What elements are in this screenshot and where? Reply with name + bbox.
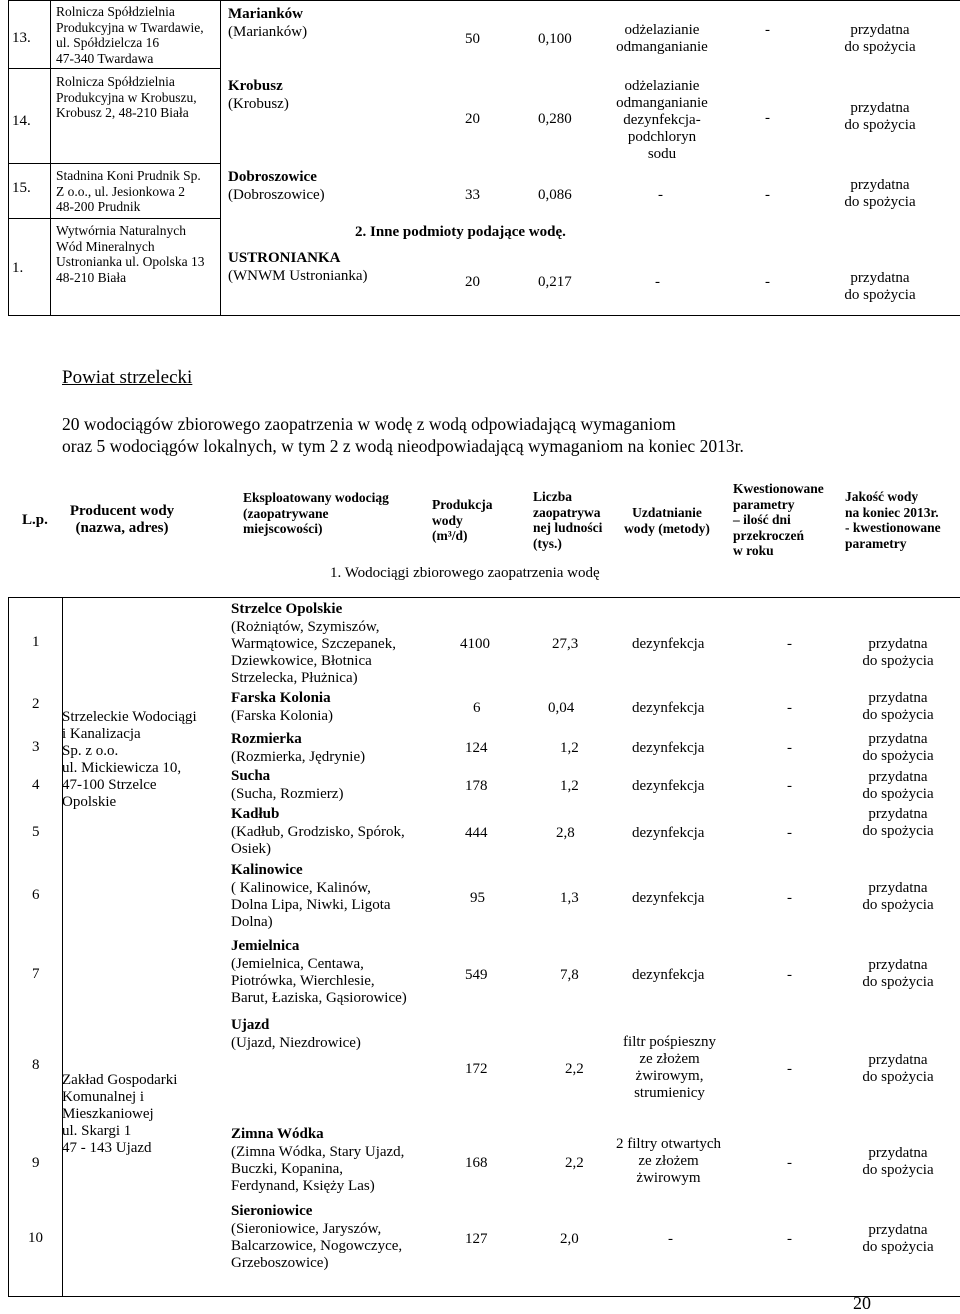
row-lp: 7 (32, 966, 40, 982)
row-production: 124 (465, 740, 488, 756)
row-production: 178 (465, 778, 488, 794)
row-exceed: - (765, 110, 770, 126)
row-lp: 4 (32, 777, 40, 793)
row-population: 1,2 (560, 740, 579, 756)
row-population: 7,8 (560, 967, 579, 983)
row-production: 444 (465, 825, 488, 841)
row-population: 1,3 (560, 890, 579, 906)
row-lp: 8 (32, 1057, 40, 1073)
row-method: odżelazianie odmanganianie dezynfekcja- podchloryn sodu (616, 78, 708, 162)
row-method: - (655, 274, 660, 290)
main-table-frame (8, 597, 960, 1297)
row-population: 0,280 (538, 111, 572, 127)
row-localities: (WNWM Ustronianka) (228, 268, 368, 284)
row-localities: (Rożniątów, Szymiszów, Warmątowice, Szczepanek, Dziewkowice, Błotnica Strzelecka, Płużnica) (231, 619, 396, 686)
row-name: Ujazd (231, 1017, 270, 1033)
row-lp: 13. (12, 30, 31, 46)
row-lp: 10 (28, 1230, 43, 1246)
powiat-description-line2: oraz 5 wodociągów lokalnych, w tym 2 z wodą nieodpowiadającą wymaganiom na koniec 2013r. (62, 436, 744, 456)
row-exceed: - (765, 187, 770, 203)
row-production: 168 (465, 1155, 488, 1171)
row-method: dezynfekcja (632, 967, 705, 983)
row-population: 0,086 (538, 187, 572, 203)
row-method: 2 filtry otwartych ze złożem żwirowym (616, 1136, 721, 1186)
row-exceed: - (787, 890, 792, 906)
row-localities: ( Kalinowice, Kalinów, Dolna Lipa, Niwki, Ligota Dolna) (231, 880, 391, 930)
row-lp: 1. (12, 260, 24, 276)
row-localities: (Sieroniowice, Jaryszów, Balcarzowice, Nogowczyce, Grzeboszowice) (231, 1221, 403, 1271)
powiat-title: Powiat strzelecki (62, 367, 193, 388)
row-localities: (Ujazd, Niezdrowice) (231, 1035, 361, 1051)
row-production: 20 (465, 274, 480, 290)
row-production: 95 (470, 890, 485, 906)
row-population: 0,04 (548, 700, 575, 716)
row-production: 33 (465, 187, 480, 203)
row-population: 2,2 (565, 1155, 584, 1171)
header-jakosc: Jakość wody na koniec 2013r. - kwestionowane parametry (845, 489, 941, 551)
row-method: dezynfekcja (632, 825, 705, 841)
row-population: 2,2 (565, 1061, 584, 1077)
row-localities: (Dobroszowice) (228, 187, 325, 203)
section-title: 2. Inne podmioty podające wodę. (355, 224, 566, 240)
row-divider (8, 218, 220, 219)
row-lp: 1 (32, 634, 40, 650)
row-name: Farska Kolonia (231, 690, 331, 706)
row-name: Kalinowice (231, 862, 303, 878)
row-quality: przydatna do spożycia (862, 1222, 934, 1255)
row-population: 2,8 (556, 825, 575, 841)
row-name: Dobroszowice (228, 169, 317, 185)
section-title: 1. Wodociągi zbiorowego zaopatrzenia wodę (330, 565, 600, 581)
col-divider (62, 597, 63, 1297)
row-method: - (668, 1231, 673, 1247)
row-exceed: - (787, 778, 792, 794)
row-localities: (Zimna Wódka, Stary Ujazd, Buczki, Kopanina, Ferdynand, Księży Las) (231, 1144, 405, 1194)
row-exceed: - (787, 740, 792, 756)
header-kwestionowane: Kwestionowane parametry – ilość dni przekroczeń w roku (733, 481, 824, 558)
row-name: Kadłub (231, 806, 280, 822)
row-production: 50 (465, 31, 480, 47)
row-quality: przydatna do spożycia (862, 957, 934, 990)
row-localities: (Marianków) (228, 24, 308, 40)
row-production: 127 (465, 1231, 488, 1247)
row-quality: przydatna do spożycia (844, 22, 916, 55)
row-exceed: - (787, 1231, 792, 1247)
row-localities: (Kadłub, Grodzisko, Spórok, Osiek) (231, 824, 405, 857)
row-population: 27,3 (552, 636, 579, 652)
row-quality: przydatna do spożycia (844, 100, 916, 133)
row-production: 4100 (460, 636, 490, 652)
producer-name: Strzeleckie Wodociągi i Kanalizacja Sp. z o.o. ul. Mickiewicza 10, 47-100 Strzelce Opolskie (62, 709, 197, 810)
row-exceed: - (787, 1061, 792, 1077)
row-localities: (Krobusz) (228, 96, 289, 112)
row-lp: 6 (32, 887, 40, 903)
col-divider (220, 0, 221, 316)
row-divider (8, 163, 220, 164)
row-quality: przydatna do spożycia (862, 690, 934, 723)
row-lp: 3 (32, 739, 40, 755)
row-quality: przydatna do spożycia (862, 1145, 934, 1178)
header-lp: L.p. (22, 512, 48, 528)
row-production: 549 (465, 967, 488, 983)
row-name: Strzelce Opolskie (231, 601, 343, 617)
row-exceed: - (787, 700, 792, 716)
row-population: 0,100 (538, 31, 572, 47)
row-name: Zimna Wódka (231, 1126, 324, 1142)
powiat-description-line1: 20 wodociągów zbiorowego zaopatrzenia w wodę z wodą odpowiadającą wymaganiom (62, 414, 676, 434)
row-quality: przydatna do spożycia (862, 1052, 934, 1085)
page-number: 20 (853, 1293, 871, 1313)
row-exceed: - (787, 1155, 792, 1171)
row-production: 20 (465, 111, 480, 127)
row-population: 0,217 (538, 274, 572, 290)
row-method: dezynfekcja (632, 890, 705, 906)
row-quality: przydatna do spożycia (844, 177, 916, 210)
row-method: - (658, 187, 663, 203)
row-name: USTRONIANKA (228, 250, 341, 266)
row-method: odżelazianie odmanganianie (616, 22, 708, 55)
row-localities: (Sucha, Rozmierz) (231, 786, 344, 802)
row-quality: przydatna do spożycia (862, 769, 934, 802)
row-quality: przydatna do spożycia (862, 731, 934, 764)
row-producer: Stadnina Koni Prudnik Sp. Z o.o., ul. Jesionkowa 2 48-200 Prudnik (56, 168, 201, 214)
row-population: 2,0 (560, 1231, 579, 1247)
row-name: Marianków (228, 6, 303, 22)
row-exceed: - (787, 825, 792, 841)
row-localities: (Farska Kolonia) (231, 708, 334, 724)
row-divider (8, 68, 220, 69)
row-name: Rozmierka (231, 731, 302, 747)
row-exceed: - (765, 274, 770, 290)
row-localities: (Jemielnica, Centawa, Piotrówka, Wierchlesie, Barut, Łaziska, Gąsiorowice) (231, 956, 407, 1006)
row-method: filtr pośpieszny ze złożem żwirowym, strumienicy (623, 1034, 716, 1101)
row-quality: przydatna do spożycia (862, 636, 934, 669)
row-lp: 14. (12, 113, 31, 129)
row-quality: przydatna do spożycia (862, 806, 934, 839)
row-method: dezynfekcja (632, 700, 705, 716)
row-population: 1,2 (560, 778, 579, 794)
header-wodociag: Eksploatowany wodociąg (zaopatrywane miejscowości) (243, 490, 389, 536)
row-method: dezynfekcja (632, 740, 705, 756)
row-name: Sucha (231, 768, 271, 784)
row-localities: (Rozmierka, Jędrynie) (231, 749, 366, 765)
col-divider (50, 0, 51, 316)
row-lp: 2 (32, 696, 40, 712)
row-production: 6 (473, 700, 481, 716)
row-exceed: - (765, 22, 770, 38)
header-uzdatnianie: Uzdatnianie wody (metody) (624, 505, 710, 536)
row-name: Sieroniowice (231, 1203, 313, 1219)
row-exceed: - (787, 636, 792, 652)
row-producer: Rolnicza Spółdzielnia Produkcyjna w Krobuszu, Krobusz 2, 48-210 Biała (56, 74, 197, 120)
row-exceed: - (787, 967, 792, 983)
producer-name: Zakład Gospodarki Komunalnej i Mieszkaniowej ul. Skargi 1 47 - 143 Ujazd (62, 1072, 178, 1156)
row-production: 172 (465, 1061, 488, 1077)
row-lp: 9 (32, 1155, 40, 1171)
row-lp: 5 (32, 824, 40, 840)
row-lp: 15. (12, 180, 31, 196)
header-producer: Producent wody (nazwa, adres) (69, 503, 175, 536)
row-quality: przydatna do spożycia (862, 880, 934, 913)
row-name: Krobusz (228, 78, 283, 94)
row-producer: Wytwórnia Naturalnych Wód Mineralnych Ustronianka ul. Opolska 13 48-210 Biała (56, 223, 205, 285)
row-method: dezynfekcja (632, 778, 705, 794)
row-method: dezynfekcja (632, 636, 705, 652)
row-producer: Rolnicza Spółdzielnia Produkcyjna w Twardawie, ul. Spółdzielcza 16 47-340 Twardawa (56, 4, 204, 66)
header-liczba: Liczba zaopatrywa nej ludności (tys.) (533, 489, 603, 551)
header-produkcja: Produkcja wody (m³/d) (432, 497, 493, 543)
row-quality: przydatna do spożycia (844, 270, 916, 303)
row-name: Jemielnica (231, 938, 300, 954)
